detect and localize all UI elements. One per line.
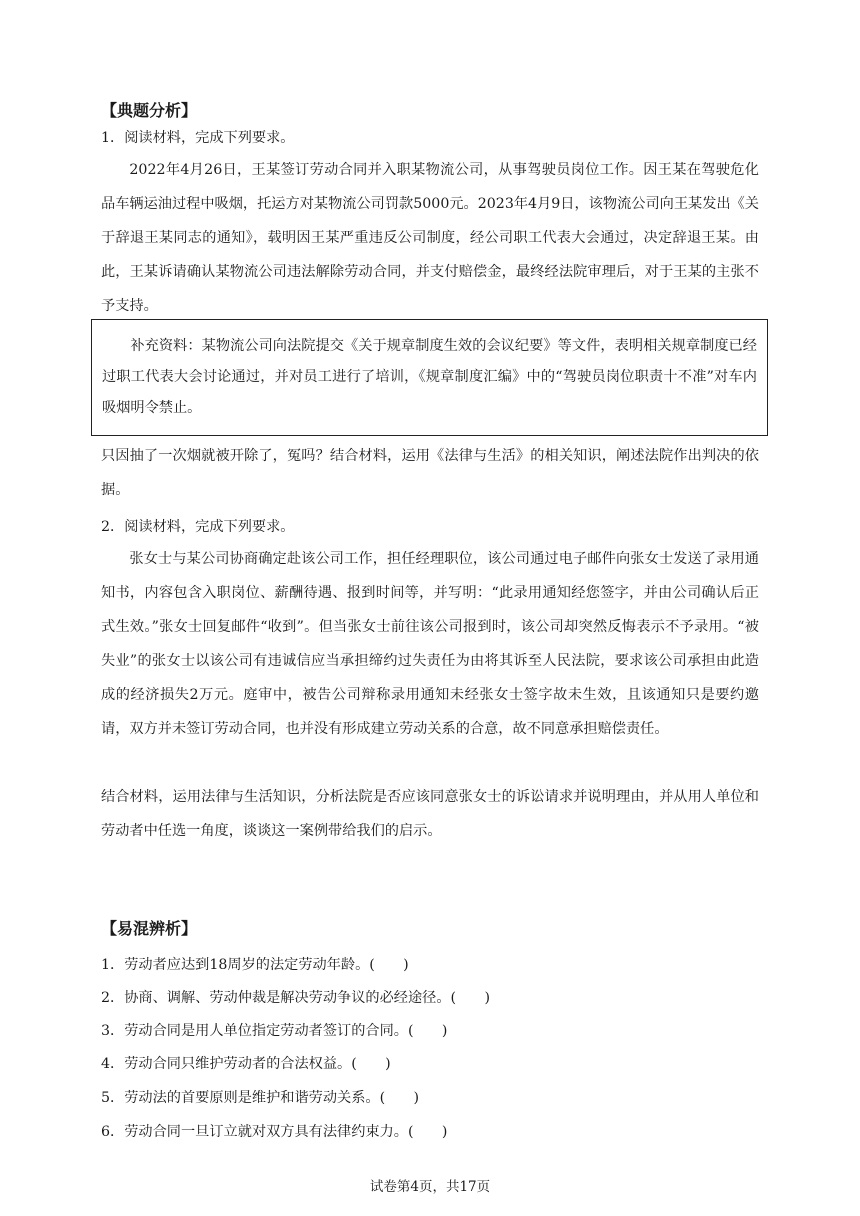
judgement-item-2: 2．协商、调解、劳动仲裁是解决劳动争议的必经途径。( ) [101, 990, 490, 1006]
judgement-item-3: 3．劳动合同是用人单位指定劳动者签订的合同。( ) [101, 1023, 448, 1039]
section-title-confusion-analysis: 【易混辨析】 [101, 919, 198, 938]
supplement-text: 补充资料：某物流公司向法院提交《关于规章制度生效的会议纪要》等文件，表明相关规章制度已经过职工代表大会讨论通过，并对员工进行了培训，《规章制度汇编》中的“驾驶员岗位职责十不准”对车内吸烟明令禁止。 [102, 338, 757, 416]
judgement-item-5: 5．劳动法的首要原则是维护和谐劳动关系。( ) [101, 1090, 420, 1106]
judgement-item-6: 6．劳动合同一旦订立就对双方具有法律约束力。( ) [101, 1124, 448, 1140]
question-1-material: 2022年4月26日，王某签订劳动合同并入职某物流公司，从事驾驶员岗位工作。因王某在驾驶危化品车辆运油过程中吸烟，托运方对某物流公司罚款5000元。2023年4月9日，该物流公司向王某发出《关于辞退王某同志的通知》，载明因王某严重违反公司制度，经公司职工代表大会通过，决定辞退王某。由此，王某诉请确认某物流公司违法解除劳动合同，并支付赔偿金，最终经法院审理后，对于王某的主张不予支持。 [101, 162, 759, 314]
page-footer: 试卷第4页，共17页 [369, 1179, 491, 1195]
question-2-task: 结合材料，运用法律与生活知识，分析法院是否应该同意张女士的诉讼请求并说明理由，并从用人单位和劳动者中任选一角度，谈谈这一案例带给我们的启示。 [101, 789, 759, 839]
question-1-task: 只因抽了一次烟就被开除了，冤吗？结合材料，运用《法律与生活》的相关知识，阐述法院作出判决的依据。 [101, 448, 759, 498]
supplement-box [91, 319, 768, 436]
section-title-typical-analysis: 【典题分析】 [101, 101, 198, 120]
question-2-prompt: 2．阅读材料，完成下列要求。 [101, 519, 295, 535]
judgement-item-4: 4．劳动合同只维护劳动者的合法权益。( ) [101, 1056, 391, 1072]
judgement-item-1: 1．劳动者应达到18周岁的法定劳动年龄。( ) [101, 957, 409, 973]
question-2-material: 张女士与某公司协商确定赴该公司工作，担任经理职位，该公司通过电子邮件向张女士发送了录用通知书，内容包含入职岗位、薪酬待遇、报到时间等，并写明：“此录用通知经您签字，并由公司确认后正式生效。”张女士回复邮件“收到”。但当张女士前往该公司报到时，该公司却突然反悔表示不予录用。“被失业”的张女士以该公司有违诚信应当承担缔约过失责任为由将其诉至人民法院，要求该公司承担由此造成的经济损失2万元。庭审中，被告公司辩称录用通知未经张女士签字故未生效，且该通知只是要约邀请，双方并未签订劳动合同，也并没有形成建立劳动关系的合意，故不同意承担赔偿责任。 [101, 551, 759, 737]
question-1-prompt: 1．阅读材料，完成下列要求。 [101, 130, 295, 146]
